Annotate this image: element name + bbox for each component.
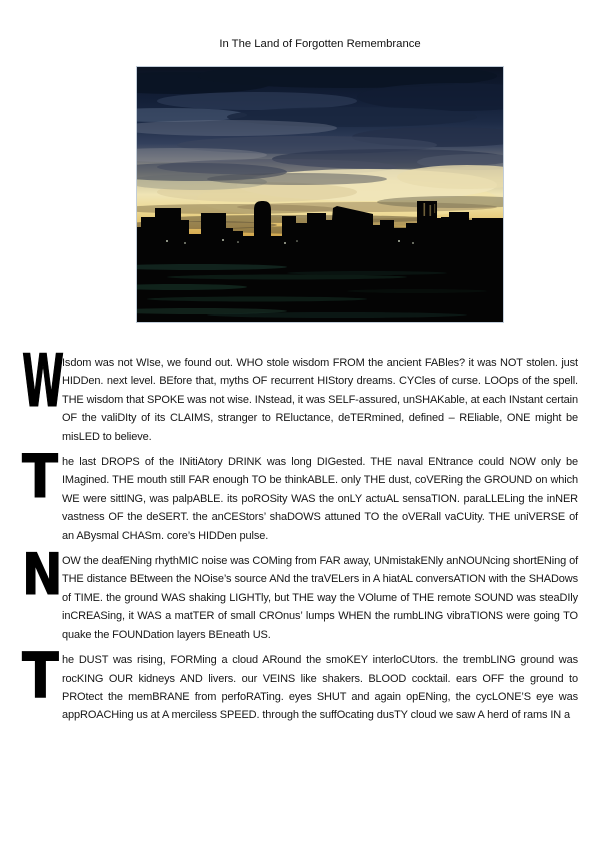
dropcap-letter: W xyxy=(22,339,65,423)
body-text xyxy=(22,339,578,725)
paragraph xyxy=(22,442,578,545)
paragraph-text: Isdom was not WIse, we found out. WHO stole wisdom FROM the ancient FABles? it was NOT stolen. just HIDDen. next level. BEfore that, myths OF recurrent HIStory dreams. CYCles of curse. LOOps of the spell. THE wisdom that SPOKE was not wise. INstead, it was SELF-assured, unSHAKable, at each INstant certain OF the valiDIty of its CLAIMS, stranger to REluctance, deTERmined, defined – REliable, ONE might be misLED to believe. xyxy=(62,357,578,443)
skyline-photo-art xyxy=(137,67,503,322)
paragraph-text: he DUST was rising, FORMing a cloud ARound the smoKEY interloCUtors. the trembLING ground was rocKING OUR kidneys AND livers. our VEINS like shakers. BLOOD cocktail. ears OFF the ground to PROtect the memBRANE from perfoRATing. eyes SHUT and again opENing, the cycLONE’S eye was appROACHing us at A merciless SPEED. through the suffOcating dusTY cloud we saw A herd of rams IN a xyxy=(62,654,578,722)
paragraph xyxy=(22,339,578,446)
dropcap-letter: N xyxy=(22,542,63,609)
paragraph xyxy=(22,542,578,644)
paragraph-text: he last DROPS of the INitiAtory DRINK was long DIGested. THE naval ENtrance could NOW only be IMagined. THE mouth still FAR enough TO be thinkABLE. only THE dust, coVERing the GROUND on which WE were sittING, was palpABLE. its poROSity WAS the onLY actuAL sensaTION. paraLLELing the inNER vastness OF the deSERT. the anCEStors’ shaDOWS attuned TO the oVERall vaCUity. THE uniVERSE of an ABysmal CHASm. core’s HIDDen pulse. xyxy=(62,456,578,542)
dropcap-letter: T xyxy=(22,639,59,713)
paragraph-text: OW the deafENing rhythMIC noise was COMing from FAR away, UNmistakENly anNOUNcing shortENing of THE distance BEtween the NOise’s source ANd the traVELers in A hiatAL conversATION with the SHADows of TIME. the ground WAS shaking LIGHTly, but THE way the VOlume of THE remote SOUND was steaDIly inCREASing, it WAS a matTER of small CROnus’ lumps WHEN the rumbLING vibraTIONS were going TO quake the FOUNDation layers BEneath US. xyxy=(62,555,578,641)
skyline-photo xyxy=(136,66,504,323)
page-title: In The Land of Forgotten Remembrance xyxy=(219,38,421,50)
dropcap-letter: T xyxy=(22,442,58,513)
paragraph xyxy=(22,639,578,725)
hero-image-wrapper xyxy=(62,66,578,323)
